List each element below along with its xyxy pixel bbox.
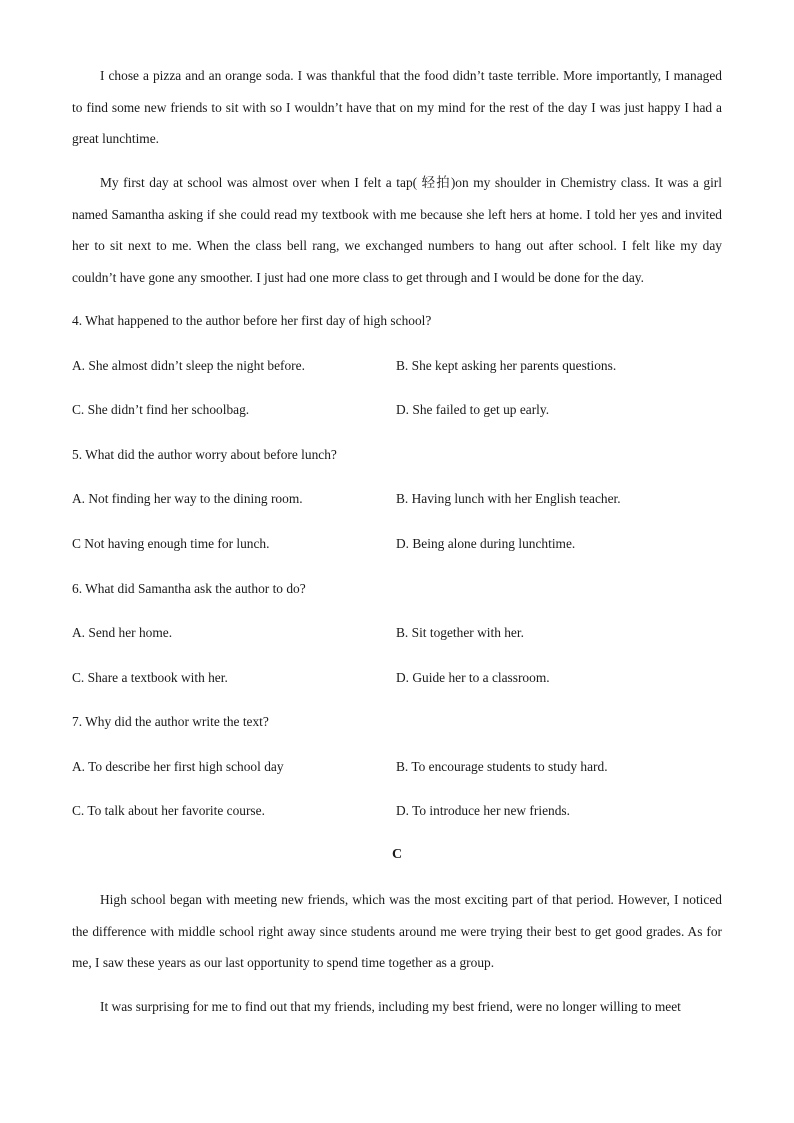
question-4-option-a: A. She almost didn’t sleep the night before. [72,358,305,373]
passage-c-heading: C [391,847,403,862]
passage-b-paragraph-1: I chose a pizza and an orange soda. I was thankful that the food didn’t taste terrible. More importantly, I managed to find some new friends to sit with so I wouldn’t have that on my mind for the rest of the day I was just happy I had a great lunchtime. [72,68,722,146]
question-5-option-a: A. Not finding her way to the dining room. [72,491,303,506]
passage-b-paragraph-2: My first day at school was almost over when I felt a tap( 轻拍)on my shoulder in Chemistry class. It was a girl named Samantha asking if she could read my textbook with me because she left hers at home. I told her yes and invited her to sit next to me. When the class bell rang, we exchanged numbers to hang out after school. I felt like my day couldn’t have gone any smoother. I just had one more class to get through and I would be done for the day. [72,175,722,285]
question-7-option-b: B. To encourage students to study hard. [396,759,608,774]
question-4-option-b: B. She kept asking her parents questions. [396,358,617,373]
question-6-stem: 6. What did Samantha ask the author to do? [72,581,306,596]
question-6-option-d: D. Guide her to a classroom. [396,670,550,685]
question-5-option-c: C Not having enough time for lunch. [72,536,270,551]
question-6-option-b: B. Sit together with her. [396,625,524,640]
question-5-stem: 5. What did the author worry about before lunch? [72,447,337,462]
question-7-option-c: C. To talk about her favorite course. [72,803,265,818]
question-4-stem: 4. What happened to the author before her first day of high school? [72,313,432,328]
question-5-option-d: D. Being alone during lunchtime. [396,536,576,551]
question-7-option-a: A. To describe her first high school day [72,759,284,774]
question-7-stem: 7. Why did the author write the text? [72,714,269,729]
passage-c-paragraph-2: It was surprising for me to find out that my friends, including my best friend, were no longer willing to meet [100,999,681,1014]
question-4-option-c: C. She didn’t find her schoolbag. [72,402,250,417]
question-5-option-b: B. Having lunch with her English teacher. [396,491,621,506]
question-4-option-d: D. She failed to get up early. [396,402,550,417]
passage-c-paragraph-1: High school began with meeting new friends, which was the most exciting part of that period. However, I noticed the difference with middle school right away since students around me were trying their best to get good grades. As for me, I saw these years as our last opportunity to spend time together as a group. [72,892,722,970]
question-7-option-d: D. To introduce her new friends. [396,803,570,818]
question-6-option-a: A. Send her home. [72,625,173,640]
question-6-option-c: C. Share a textbook with her. [72,670,228,685]
